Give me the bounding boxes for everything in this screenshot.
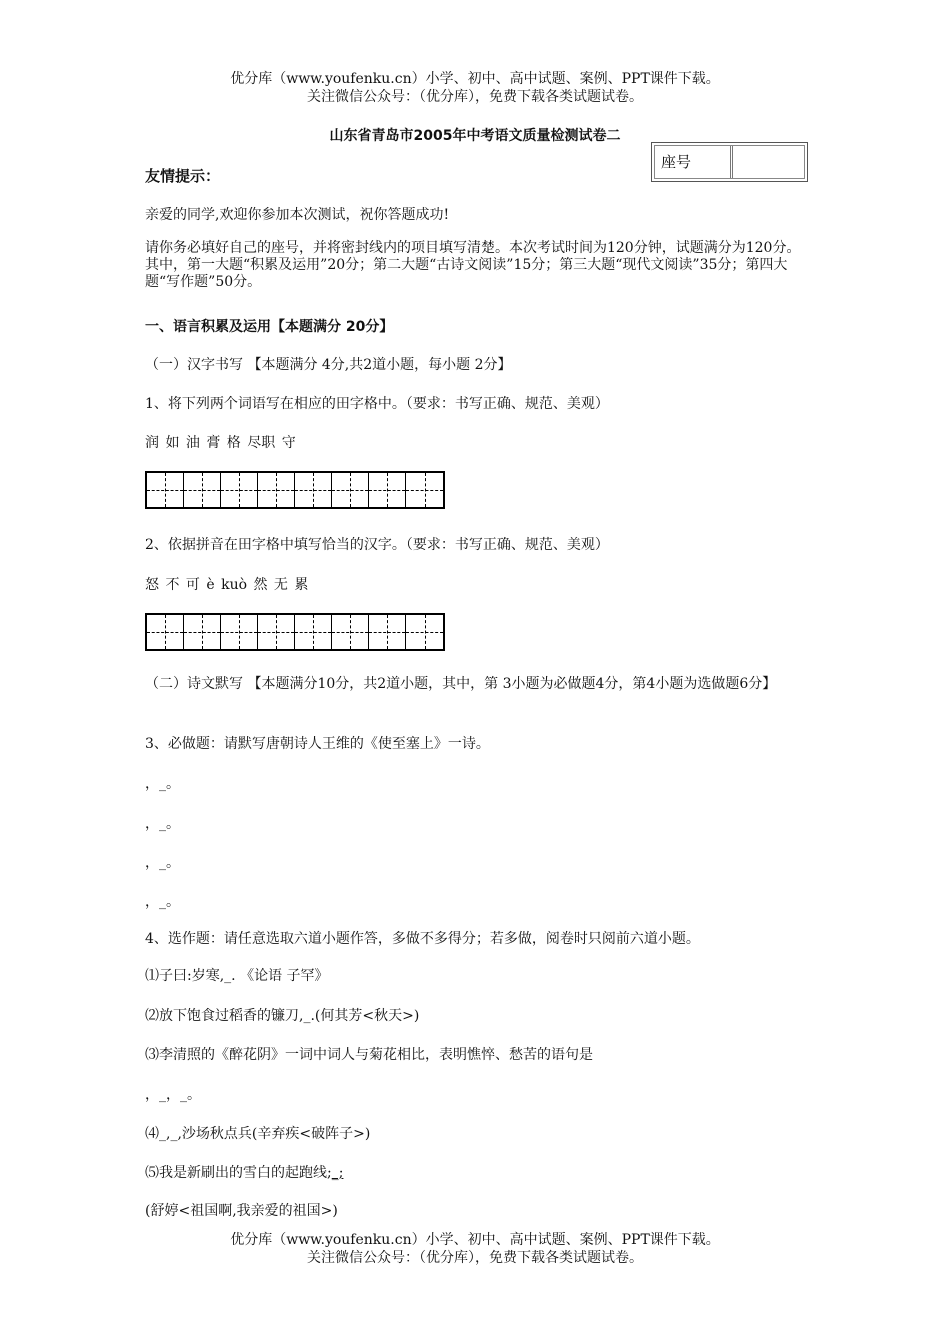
grid-cell[interactable]	[332, 473, 369, 507]
grid-cell[interactable]	[369, 615, 406, 649]
page-title: 山东省青岛市2005年中考语文质量检测试卷二	[329, 128, 621, 144]
question-1-words: 润 如 油 膏 格 尽职 守	[145, 435, 296, 451]
grid-cell[interactable]	[221, 615, 258, 649]
grid-cell[interactable]	[369, 473, 406, 507]
seat-number-box	[651, 142, 808, 182]
poem-blank-line[interactable]: ，_。	[145, 894, 180, 910]
poem-blank-line[interactable]: ，_。	[145, 816, 180, 832]
question-4-item-3-blanks[interactable]: ，_，_。	[145, 1087, 201, 1103]
question-4-item-1[interactable]: ⑴子曰:岁寒,_. 《论语 子罕》	[145, 968, 329, 984]
question-2-words: 怒 不 可 è kuò 然 无 累	[145, 577, 309, 593]
header-line-1: 优分库（www.youfenku.cn）小学、初中、高中试题、案例、PPT课件下载。	[230, 71, 720, 87]
question-2: 2、依据拼音在田字格中填写恰当的汉字。（要求：书写正确、规范、美观）	[145, 537, 609, 553]
header-line-2: 关注微信公众号：（优分库），免费下载各类试题试卷。	[307, 89, 643, 105]
seat-number-field[interactable]	[733, 146, 804, 178]
poem-blank-line[interactable]: ，_。	[145, 776, 180, 792]
tips-greeting: 亲爱的同学,欢迎你参加本次测试，祝你答题成功!	[145, 207, 450, 223]
seat-number-label: 座号	[655, 146, 733, 178]
grid-cell[interactable]	[147, 615, 184, 649]
grid-cell[interactable]	[332, 615, 369, 649]
grid-cell[interactable]	[221, 473, 258, 507]
grid-cell[interactable]	[184, 473, 221, 507]
part-1-heading: （一）汉字书写 【本题满分 4分,共2道小题，每小题 2分】	[145, 357, 512, 373]
question-4-item-3: ⑶李清照的《醉花阴》一词中词人与菊花相比，表明憔悴、愁苦的语句是	[145, 1047, 593, 1063]
question-4-item-5-source: (舒婷<祖国啊,我亲爱的祖国>)	[145, 1203, 338, 1219]
tips-heading: 友情提示：	[145, 167, 221, 185]
tianzige-grid-1[interactable]	[145, 471, 445, 509]
question-4-item-5-blank[interactable]: _;	[331, 1165, 344, 1181]
tianzige-grid-2[interactable]	[145, 613, 445, 651]
grid-cell[interactable]	[147, 473, 184, 507]
question-1: 1、将下列两个词语写在相应的田字格中。（要求：书写正确、规范、美观）	[145, 396, 609, 412]
grid-cell[interactable]	[258, 473, 295, 507]
grid-cell[interactable]	[295, 473, 332, 507]
question-4-item-4[interactable]: ⑷_,_,沙场秋点兵(辛弃疾<破阵子>)	[145, 1126, 371, 1142]
part-2-heading: （二）诗文默写 【本题满分10分，共2道小题，其中，第 3小题为必做题4分，第4小题为选做题6分】	[145, 676, 777, 692]
grid-cell[interactable]	[258, 615, 295, 649]
question-4: 4、选作题：请任意选取六道小题作答，多做不多得分；若多做，阅卷时只阅前六道小题。	[145, 931, 700, 947]
question-4-item-2[interactable]: ⑵放下饱食过稻香的镰刀,_.(何其芳<秋天>)	[145, 1008, 420, 1024]
grid-cell[interactable]	[295, 615, 332, 649]
grid-cell[interactable]	[184, 615, 221, 649]
question-3: 3、必做题：请默写唐朝诗人王维的《使至塞上》一诗。	[145, 736, 490, 752]
poem-blank-line[interactable]: ，_。	[145, 855, 180, 871]
grid-cell[interactable]	[406, 473, 443, 507]
grid-cell[interactable]	[406, 615, 443, 649]
footer-line-1: 优分库（www.youfenku.cn）小学、初中、高中试题、案例、PPT课件下载。	[230, 1232, 720, 1248]
footer-line-2: 关注微信公众号：（优分库），免费下载各类试题试卷。	[307, 1250, 643, 1266]
question-4-item-5-text: ⑸我是新刷出的雪白的起跑线;	[145, 1165, 332, 1181]
tips-instructions: 请你务必填好自己的座号，并将密封线内的项目填写清楚。本次考试时间为120分钟，试题满分为120分。其中，第一大题“积累及运用”20分；第二大题“古诗文阅读”15分；第三大题“现代文阅读”35分；第四大题“写作题”50分。	[145, 240, 801, 290]
question-4-item-5[interactable]	[145, 1162, 343, 1182]
section-1-heading: 一、语言积累及运用【本题满分 20分】	[145, 319, 394, 335]
